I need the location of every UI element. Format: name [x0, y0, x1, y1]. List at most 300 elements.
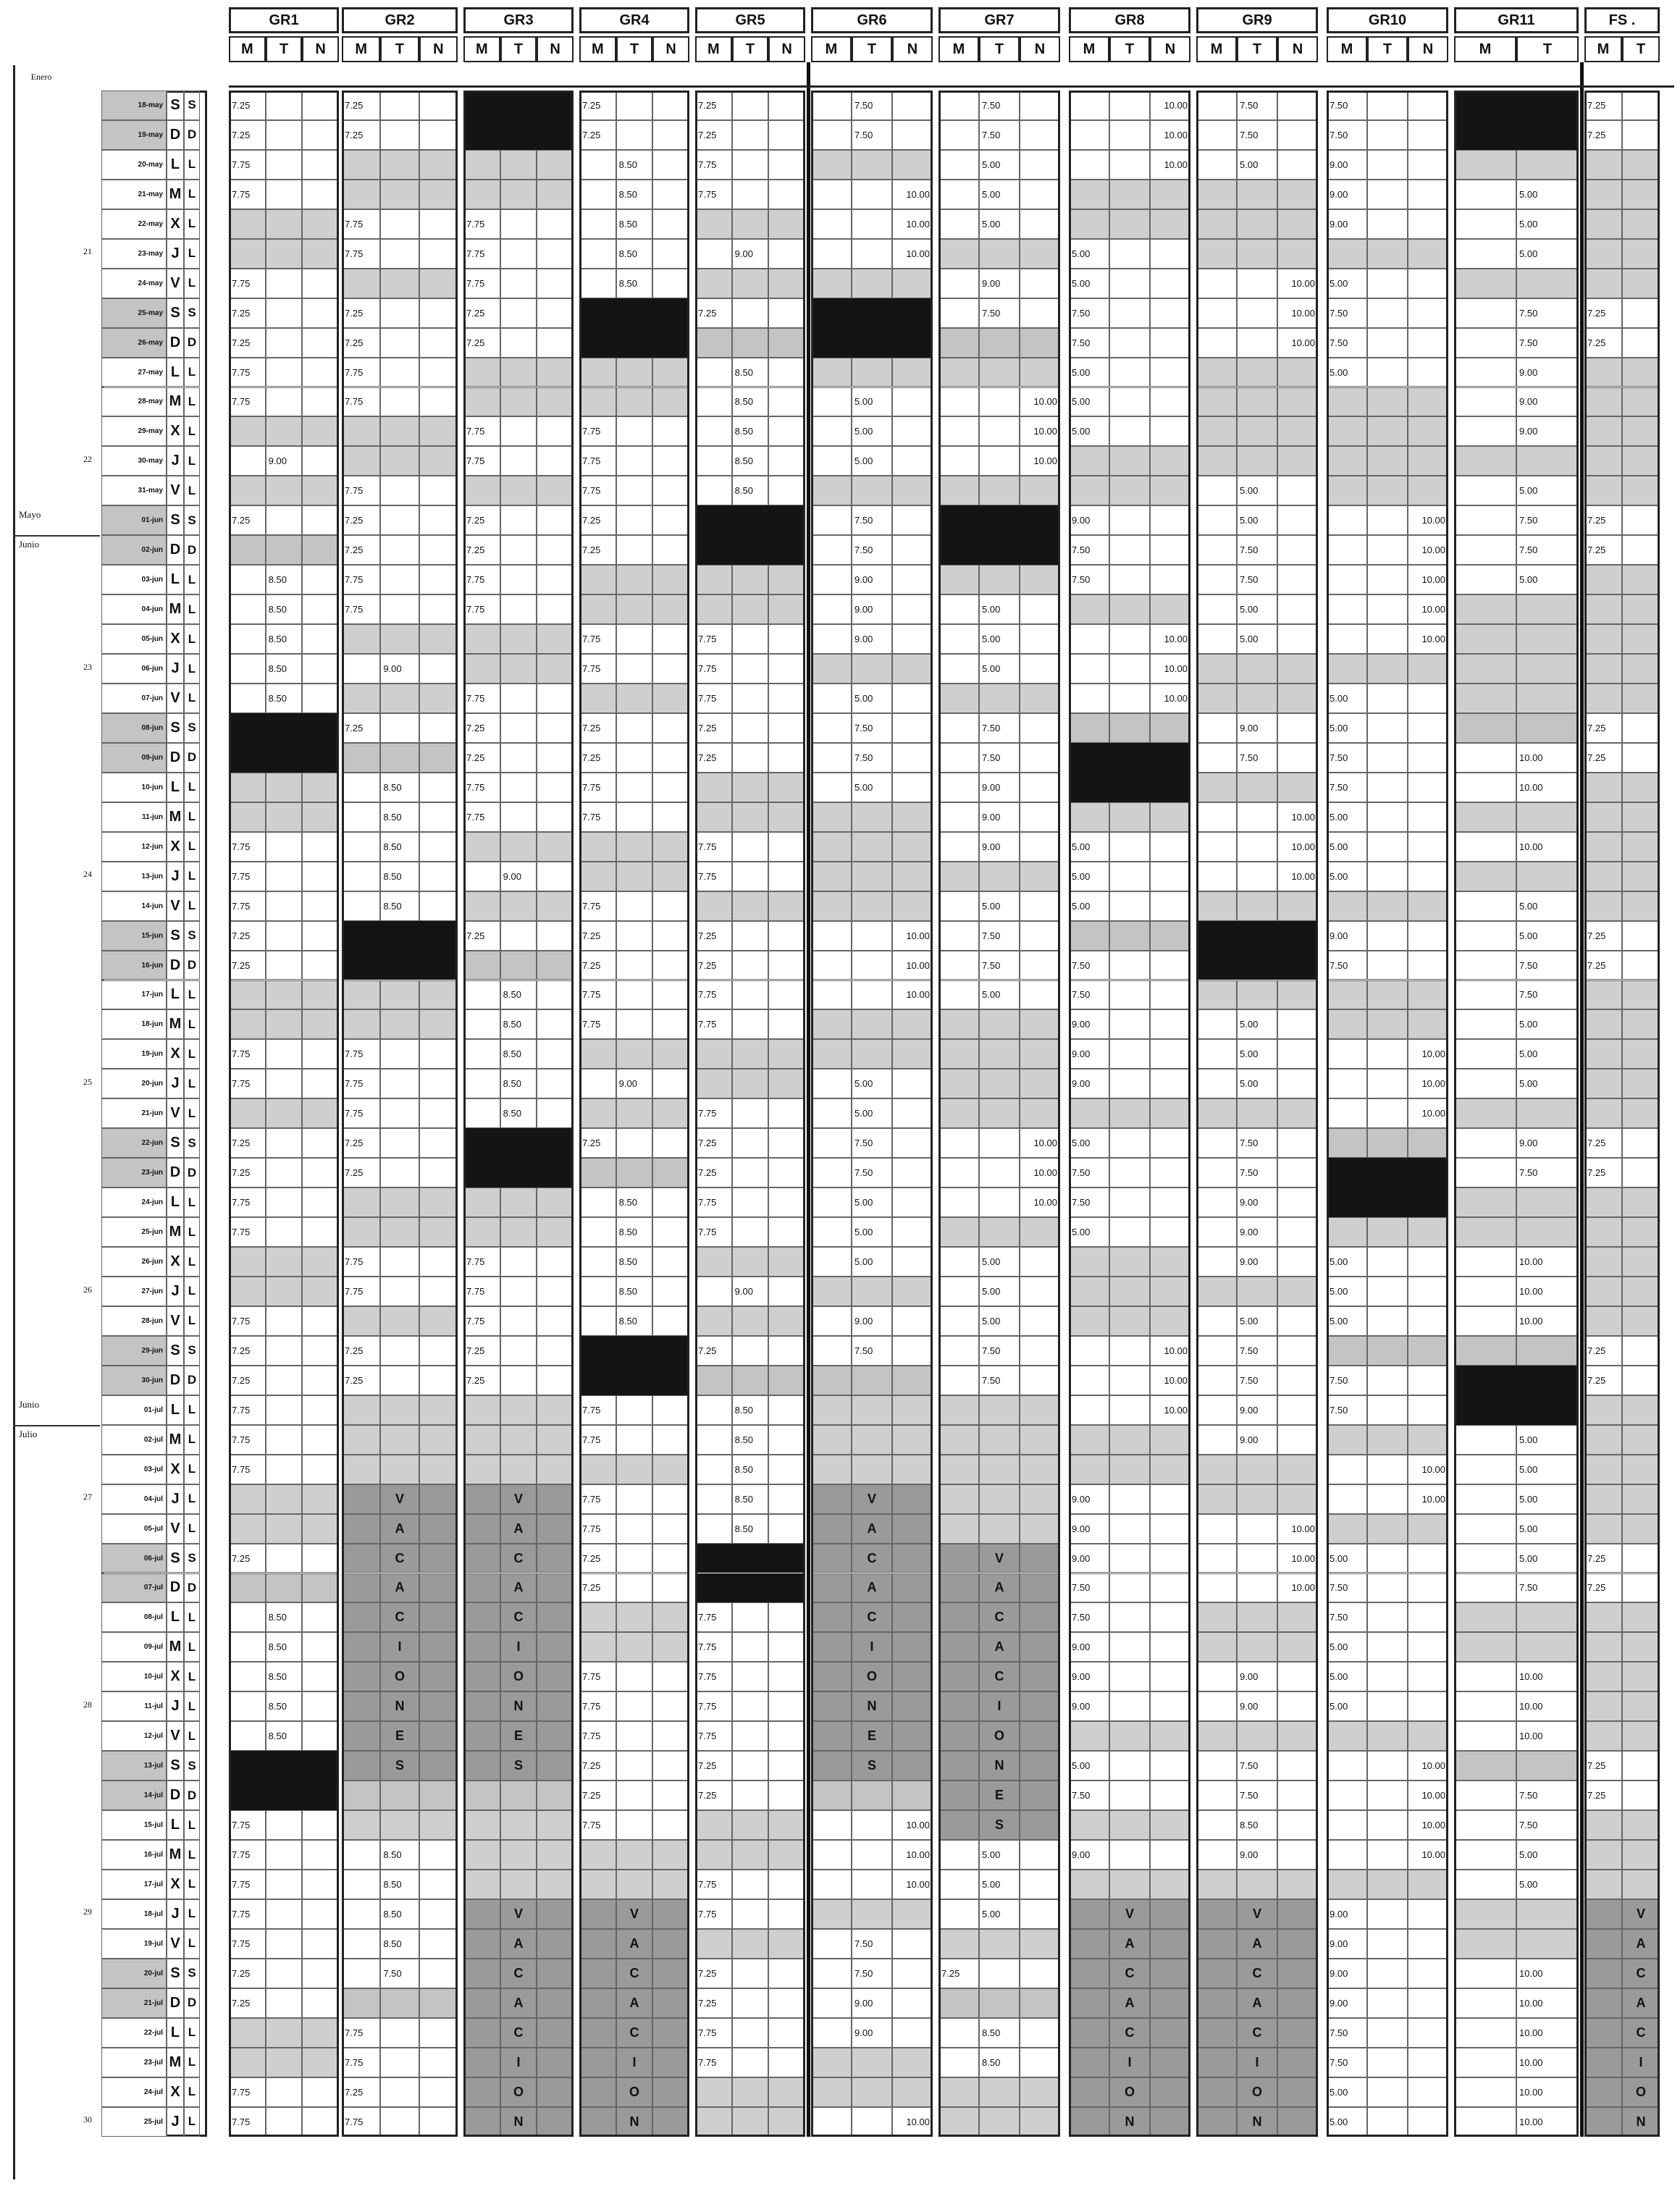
grid-cell	[1622, 1810, 1660, 1840]
date-cell: 09-jun	[101, 743, 167, 773]
grid-cell	[537, 1751, 574, 1781]
hours-value: 7.75	[698, 1227, 717, 1238]
grid-cell	[537, 1573, 574, 1603]
grid-cell	[419, 654, 458, 684]
grid-cell	[768, 1336, 805, 1366]
grid-cell	[732, 1217, 769, 1247]
grid-cell	[1408, 654, 1448, 684]
grid-cell	[1584, 832, 1622, 862]
hours-value: 7.75	[698, 1641, 717, 1653]
grid-cell	[1150, 1632, 1190, 1662]
hours-value: 7.75	[345, 2056, 364, 2068]
grid-cell	[419, 1484, 458, 1514]
grid-cell	[1020, 1306, 1060, 1336]
grid-cell	[302, 1187, 339, 1217]
vacation-letter: I	[632, 2054, 637, 2069]
grid-cell	[302, 1988, 339, 2018]
hours-value: 7.25	[345, 1138, 364, 1149]
grid-cell	[302, 1277, 339, 1306]
hours-value: 10.00	[1421, 1463, 1445, 1475]
grid-cell	[1327, 1721, 1367, 1751]
grid-cell	[1454, 1069, 1516, 1098]
grid-cell	[1327, 1069, 1367, 1098]
grid-cell	[380, 180, 419, 209]
grid-cell	[1367, 1069, 1408, 1098]
grid-cell	[1584, 209, 1622, 239]
grid-cell	[1150, 2077, 1190, 2107]
grid-cell	[1150, 1187, 1190, 1217]
grid-cell	[342, 1306, 380, 1336]
grid-cell	[768, 150, 805, 180]
grid-cell	[1237, 1870, 1277, 1899]
grid-cell	[732, 1840, 769, 1870]
hours-value: 5.00	[1072, 841, 1091, 852]
rest-block	[463, 1158, 574, 1187]
grid-cell	[579, 358, 616, 387]
grid-cell	[1584, 1395, 1622, 1425]
grid-cell	[1408, 476, 1448, 505]
grid-cell	[579, 239, 616, 269]
hours-value: 5.00	[1330, 841, 1348, 852]
grid-cell	[1584, 624, 1622, 654]
grid-cell	[537, 1484, 574, 1514]
grid-cell	[811, 1810, 852, 1840]
grid-cell	[938, 1247, 979, 1277]
grid-cell	[266, 1187, 303, 1217]
grid-cell	[537, 891, 574, 921]
hours-value: 8.50	[383, 1878, 402, 1890]
shift-header: N	[1408, 36, 1448, 62]
grid-cell	[579, 2018, 616, 2048]
grid-cell	[302, 328, 339, 358]
grid-cell	[811, 773, 852, 802]
grid-cell	[695, 1395, 732, 1425]
grid-cell	[732, 150, 769, 180]
grid-cell	[419, 743, 458, 773]
grid-cell	[579, 1870, 616, 1899]
grid-cell	[938, 980, 979, 1010]
grid-cell	[938, 921, 979, 951]
grid-cell	[979, 1217, 1020, 1247]
grid-cell	[1584, 980, 1622, 1010]
grid-cell	[463, 2048, 500, 2077]
grid-cell	[1277, 1959, 1318, 1988]
grid-cell	[1408, 1602, 1448, 1632]
grid-cell	[1584, 862, 1622, 891]
grid-cell	[302, 1455, 339, 1484]
daytype-cell: D	[184, 120, 200, 150]
grid-cell	[1408, 2048, 1448, 2077]
hours-value: 7.75	[698, 2027, 717, 2038]
grid-cell	[732, 1721, 769, 1751]
hours-value: 7.75	[466, 1256, 485, 1268]
grid-cell	[1277, 1721, 1318, 1751]
grid-cell	[768, 298, 805, 328]
grid-cell	[1196, 1929, 1237, 1959]
grid-cell	[768, 1810, 805, 1840]
grid-cell	[652, 150, 689, 180]
grid-cell	[938, 239, 979, 269]
hours-value: 7.50	[1330, 129, 1348, 140]
week-number: 29	[83, 1907, 92, 1917]
hours-value: 7.75	[345, 1078, 364, 1090]
vacation-letter: N	[513, 1699, 524, 1714]
grid-cell	[1196, 891, 1237, 921]
grid-cell	[811, 1721, 852, 1751]
grid-cell	[1109, 1069, 1150, 1098]
hours-value: 7.50	[1240, 1790, 1259, 1802]
hours-value: 5.00	[854, 1227, 873, 1238]
grid-cell	[1454, 1484, 1516, 1514]
grid-cell	[695, 1366, 732, 1395]
grid-cell	[302, 862, 339, 891]
grid-cell	[811, 91, 852, 120]
grid-cell	[1327, 565, 1367, 594]
grid-cell	[1109, 980, 1150, 1010]
hours-value: 7.50	[1330, 99, 1348, 111]
grid-cell	[1584, 1455, 1622, 1484]
vacation-letter: C	[395, 1550, 405, 1565]
grid-cell	[811, 1425, 852, 1455]
grid-cell	[768, 358, 805, 387]
grid-cell	[1277, 1870, 1318, 1899]
grid-cell	[342, 862, 380, 891]
vacation-letter: I	[1255, 2054, 1259, 2069]
hours-value: 7.50	[854, 545, 873, 556]
grid-cell	[229, 1247, 266, 1277]
hours-value: 9.00	[1240, 1701, 1259, 1712]
hours-value: 5.00	[1519, 1078, 1538, 1090]
hours-value: 9.00	[1240, 1404, 1259, 1416]
hours-value: 7.75	[345, 396, 364, 408]
hours-value: 5.00	[1519, 1493, 1538, 1505]
grid-cell	[768, 684, 805, 713]
grid-cell	[266, 1128, 303, 1158]
grid-cell	[1237, 416, 1277, 446]
grid-cell	[768, 1840, 805, 1870]
hours-value: 10.00	[906, 959, 930, 971]
grid-cell	[463, 1544, 500, 1573]
hours-value: 7.75	[698, 1878, 717, 1890]
hours-value: 7.75	[582, 455, 601, 467]
hours-value: 10.00	[906, 989, 930, 1001]
grid-cell	[266, 1810, 303, 1840]
grid-cell	[852, 1781, 892, 1810]
grid-cell	[1069, 1366, 1109, 1395]
grid-cell	[1020, 1395, 1060, 1425]
grid-cell	[302, 2077, 339, 2107]
hours-value: 7.75	[232, 1434, 251, 1445]
grid-cell	[419, 802, 458, 832]
grid-cell	[1150, 1988, 1190, 2018]
grid-cell	[1150, 1781, 1190, 1810]
grid-cell	[266, 951, 303, 980]
grid-cell	[768, 1691, 805, 1721]
grid-cell	[979, 1069, 1020, 1098]
hours-value: 7.25	[582, 752, 601, 763]
grid-cell	[302, 1069, 339, 1098]
grid-cell	[463, 1602, 500, 1632]
vacation-letter: A	[1636, 1995, 1646, 2010]
grid-cell	[652, 269, 689, 298]
date-cell: 03-jun	[101, 565, 167, 594]
weekday-cell: X	[167, 1662, 184, 1691]
grid-cell	[419, 239, 458, 269]
hours-value: 7.50	[1330, 307, 1348, 319]
daytype-cell: L	[184, 358, 200, 387]
grid-cell	[463, 654, 500, 684]
grid-cell	[1367, 980, 1408, 1010]
grid-cell	[1109, 713, 1150, 743]
hours-value: 10.00	[1291, 307, 1315, 319]
grid-cell	[266, 2107, 303, 2137]
rest-block	[811, 298, 933, 328]
grid-cell	[892, 1069, 933, 1098]
hours-value: 8.50	[383, 900, 402, 912]
grid-cell	[1622, 624, 1660, 654]
grid-cell	[342, 1395, 380, 1425]
grid-cell	[229, 565, 266, 594]
grid-cell	[1196, 2107, 1237, 2137]
grid-cell	[768, 921, 805, 951]
grid-cell	[1196, 298, 1237, 328]
hours-value: 8.50	[618, 1285, 637, 1297]
grid-cell	[652, 209, 689, 239]
grid-cell	[342, 1662, 380, 1691]
grid-cell	[380, 1009, 419, 1039]
grid-cell	[616, 832, 653, 862]
grid-cell	[768, 1187, 805, 1217]
grid-cell	[419, 1870, 458, 1899]
daytype-cell: L	[184, 2018, 200, 2048]
grid-cell	[579, 565, 616, 594]
hours-value: 7.50	[1072, 1790, 1091, 1802]
grid-cell	[1516, 1098, 1579, 1128]
shift-header: M	[938, 36, 979, 62]
grid-cell	[1150, 505, 1190, 535]
hours-value: 5.00	[1330, 2116, 1348, 2127]
grid-cell	[695, 802, 732, 832]
grid-cell	[1020, 980, 1060, 1010]
hours-value: 7.50	[982, 1345, 1001, 1356]
grid-cell	[1367, 773, 1408, 802]
hours-value: 5.00	[982, 218, 1001, 230]
daytype-cell: L	[184, 1069, 200, 1098]
grid-cell	[380, 565, 419, 594]
grid-cell	[500, 298, 537, 328]
grid-cell	[419, 1069, 458, 1098]
hours-value: 5.00	[1240, 159, 1259, 170]
grid-cell	[1327, 1810, 1367, 1840]
grid-cell	[229, 1721, 266, 1751]
grid-cell	[1454, 476, 1516, 505]
daytype-cell: S	[184, 1544, 200, 1573]
hours-value: 10.00	[1164, 1345, 1188, 1356]
vacation-letter: A	[513, 1935, 524, 1951]
grid-cell	[229, 594, 266, 624]
grid-cell	[1327, 1009, 1367, 1039]
grid-cell	[892, 1039, 933, 1069]
daytype-cell: L	[184, 180, 200, 209]
date-cell: 26-may	[101, 328, 167, 358]
grid-cell	[1277, 684, 1318, 713]
grid-cell	[1020, 1247, 1060, 1277]
date-cell: 19-may	[101, 120, 167, 150]
grid-cell	[1516, 1899, 1579, 1929]
grid-cell	[500, 713, 537, 743]
grid-cell	[1069, 120, 1109, 150]
daytype-cell: L	[184, 565, 200, 594]
grid-cell	[652, 1810, 689, 1840]
grid-cell	[463, 1870, 500, 1899]
grid-cell	[380, 416, 419, 446]
daytype-cell: D	[184, 1158, 200, 1187]
grid-cell	[938, 1691, 979, 1721]
grid-cell	[1237, 1721, 1277, 1751]
grid-cell	[616, 713, 653, 743]
grid-cell	[500, 951, 537, 980]
grid-cell	[266, 1069, 303, 1098]
grid-cell	[732, 1158, 769, 1187]
grid-cell	[652, 891, 689, 921]
grid-cell	[1622, 1187, 1660, 1217]
grid-cell	[1584, 1840, 1622, 1870]
grid-cell	[1454, 150, 1516, 180]
grid-cell	[266, 150, 303, 180]
hours-value: 9.00	[1072, 1849, 1091, 1861]
hours-value: 8.50	[618, 218, 637, 230]
hours-value: 7.75	[466, 277, 485, 289]
grid-cell	[1020, 328, 1060, 358]
grid-cell	[1020, 1691, 1060, 1721]
hours-value: 10.00	[1519, 2086, 1543, 2098]
grid-cell	[1367, 209, 1408, 239]
weekday-cell: M	[167, 802, 184, 832]
grid-cell	[892, 1484, 933, 1514]
grid-cell	[1020, 773, 1060, 802]
hours-value: 7.25	[698, 752, 717, 763]
grid-cell	[652, 1840, 689, 1870]
grid-cell	[302, 1366, 339, 1395]
grid-cell	[1408, 120, 1448, 150]
grid-cell	[1069, 446, 1109, 476]
hours-value: 7.50	[1519, 307, 1538, 319]
grid-cell	[380, 1098, 419, 1128]
hours-value: 7.25	[698, 1167, 717, 1179]
grid-cell	[892, 1781, 933, 1810]
grid-cell	[537, 2107, 574, 2137]
vacation-letter: C	[1252, 2025, 1262, 2040]
hours-value: 5.00	[982, 188, 1001, 200]
grid-cell	[1150, 416, 1190, 446]
hours-value: 7.75	[466, 1285, 485, 1297]
grid-cell	[616, 1662, 653, 1691]
shift-header: M	[811, 36, 852, 62]
grid-cell	[811, 980, 852, 1010]
grid-cell	[579, 1158, 616, 1187]
grid-cell	[500, 921, 537, 951]
grid-cell	[1020, 2107, 1060, 2137]
grid-cell	[1196, 1158, 1237, 1187]
hours-value: 7.75	[582, 811, 601, 823]
grid-cell	[852, 1366, 892, 1395]
grid-cell	[938, 1187, 979, 1217]
grid-cell	[419, 1899, 458, 1929]
hours-value: 9.00	[1330, 159, 1348, 170]
grid-cell	[811, 476, 852, 505]
grid-cell	[579, 1069, 616, 1098]
rest-block	[1454, 120, 1579, 150]
grid-cell	[732, 565, 769, 594]
grid-cell	[1408, 1929, 1448, 1959]
grid-cell	[266, 1425, 303, 1455]
grid-cell	[419, 120, 458, 150]
vacation-letter: N	[994, 1758, 1004, 1773]
grid-cell	[537, 773, 574, 802]
grid-cell	[979, 416, 1020, 446]
hours-value: 8.50	[618, 188, 637, 200]
grid-cell	[768, 1721, 805, 1751]
grid-cell	[892, 446, 933, 476]
grid-cell	[229, 1662, 266, 1691]
hours-value: 7.50	[1240, 1138, 1259, 1149]
grid-cell	[768, 1039, 805, 1069]
hours-value: 7.25	[1587, 515, 1606, 526]
grid-cell	[537, 358, 574, 387]
shift-header: M	[579, 36, 616, 62]
grid-cell	[380, 1039, 419, 1069]
grid-cell	[1020, 832, 1060, 862]
grid-cell	[1454, 1662, 1516, 1691]
grid-cell	[1622, 743, 1660, 773]
grid-cell	[1196, 832, 1237, 862]
grid-cell	[1622, 387, 1660, 417]
grid-cell	[1150, 1217, 1190, 1247]
hours-value: 7.25	[345, 545, 364, 556]
rest-block	[463, 91, 574, 120]
hours-value: 7.75	[345, 248, 364, 259]
grid-cell	[1367, 505, 1408, 535]
rest-block	[695, 1573, 805, 1603]
grid-cell	[1454, 1544, 1516, 1573]
grid-cell	[1454, 1098, 1516, 1128]
weekday-cell: V	[167, 1514, 184, 1544]
grid-cell	[938, 269, 979, 298]
grid-cell	[342, 802, 380, 832]
hours-value: 5.00	[982, 1878, 1001, 1890]
grid-cell	[1277, 1988, 1318, 2018]
vacation-letter: V	[395, 1491, 404, 1506]
grid-cell	[1150, 1039, 1190, 1069]
grid-cell	[1516, 1336, 1579, 1366]
daytype-cell: L	[184, 1514, 200, 1544]
grid-cell	[302, 2048, 339, 2077]
hours-value: 5.00	[982, 159, 1001, 170]
grid-cell	[463, 1455, 500, 1484]
grid-cell	[938, 1425, 979, 1455]
grid-cell	[1196, 150, 1237, 180]
grid-cell	[266, 298, 303, 328]
grid-cell	[1150, 1098, 1190, 1128]
grid-cell	[266, 1009, 303, 1039]
grid-cell	[652, 1455, 689, 1484]
grid-cell	[1408, 91, 1448, 120]
grid-cell	[652, 1039, 689, 1069]
grid-cell	[1584, 150, 1622, 180]
grid-cell	[1196, 1009, 1237, 1039]
vacation-letter: O	[394, 1669, 405, 1684]
grid-cell	[1277, 2107, 1318, 2137]
